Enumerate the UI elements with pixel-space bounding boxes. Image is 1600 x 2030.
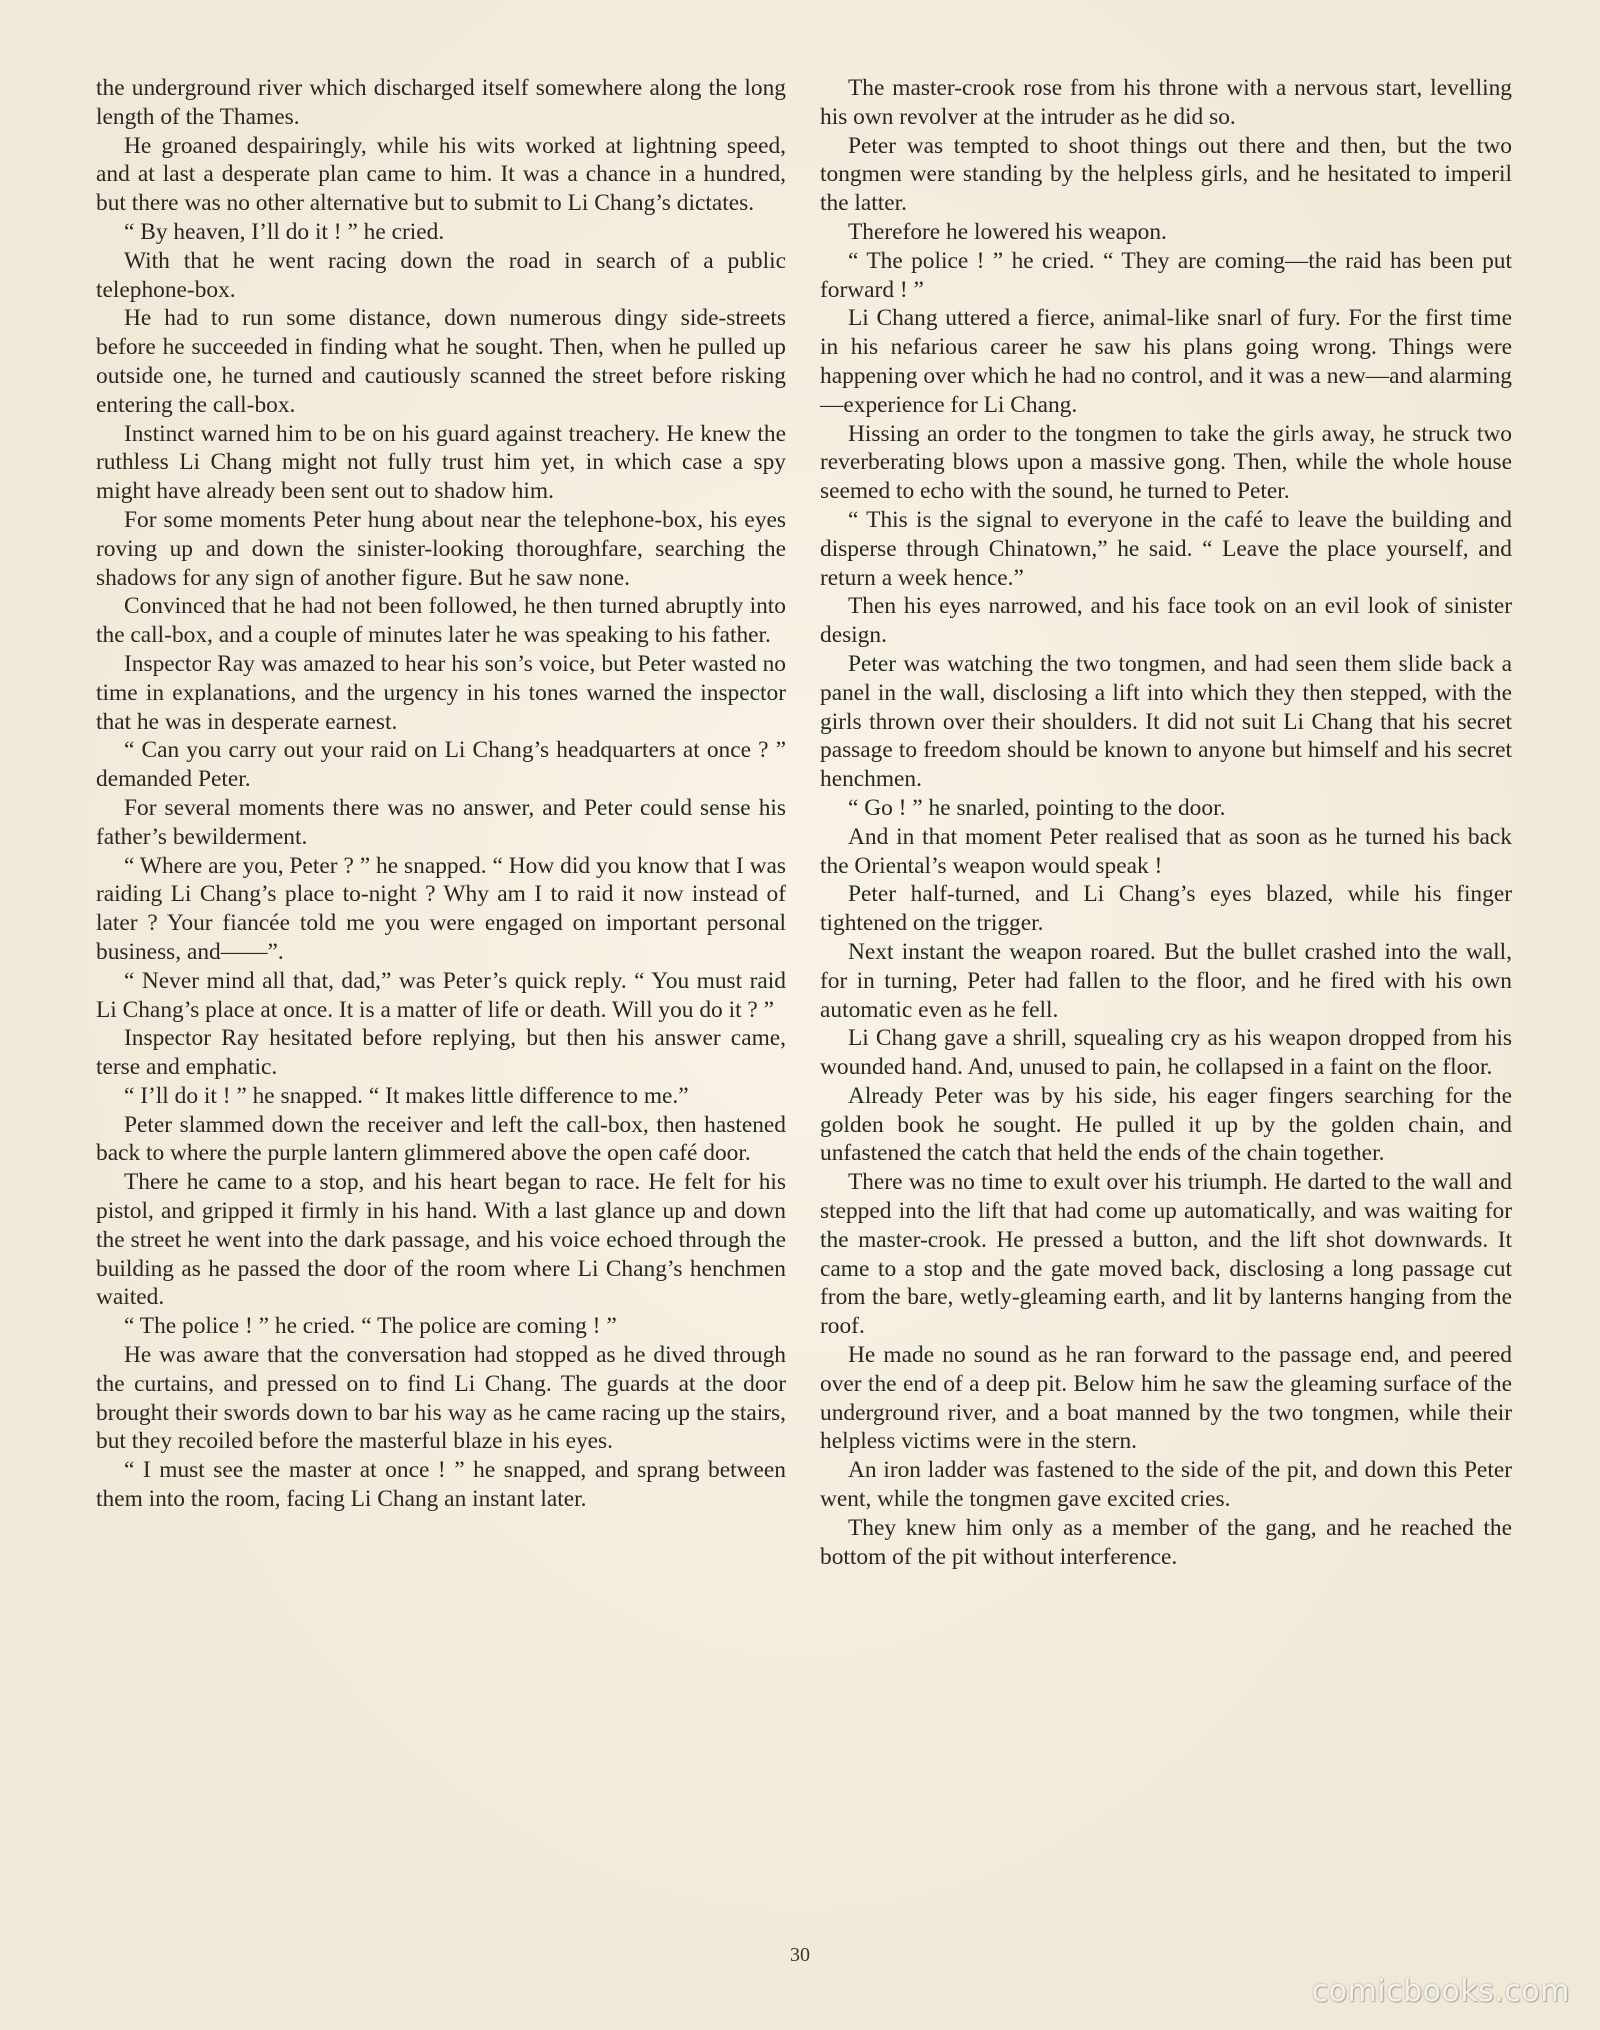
paragraph: The master-crook rose from his throne with a nervous start, levelling his own revolver at the intruder as he did so. xyxy=(820,75,1512,130)
paragraph: He was aware that the conversation had stopped as he dived through the curtains, and pressed on to find Li Chang. The guards at the door brought their swords down to bar his way as he came racing up the stairs, but they recoiled before the masterful blaze in his eyes. xyxy=(96,1342,786,1455)
paragraph: Inspector Ray was amazed to hear his son’s voice, but Peter wasted no time in explanations, and the urgency in his tones warned the inspector that he was in desperate earnest. xyxy=(96,650,786,735)
paragraph: Hissing an order to the tongmen to take the girls away, he struck two reverberating blows upon a massive gong. Then, while the whole house seemed to echo with the sound, he turned to Peter. xyxy=(820,420,1512,505)
left-text-column xyxy=(96,74,786,1514)
right-text-column xyxy=(820,74,1512,1571)
paragraph: He made no sound as he ran forward to the passage end, and peered over the end of a deep pit. Below him he saw the gleaming surface of the underground river, and a boat manned by the two tongmen, while their helpless victims were in the stern. xyxy=(820,1342,1512,1455)
paragraph: “ I must see the master at once ! ” he snapped, and sprang between them into the room, facing Li Chang an instant later. xyxy=(96,1457,786,1513)
paragraph: An iron ladder was fastened to the side of the pit, and down this Peter went, while the tongmen gave excited cries. xyxy=(820,1457,1512,1513)
paragraph: Li Chang uttered a fierce, animal-like snarl of fury. For the first time in his nefarious career he saw his plans going wrong. Things were happening over which he had no control, and it was a new—and alarming—experience for Li Chang. xyxy=(820,305,1512,418)
paragraph: With that he went racing down the road in search of a public telephone-box. xyxy=(96,247,786,303)
paragraph: Li Chang gave a shrill, squealing cry as his weapon dropped from his wounded hand. And, unused to pain, he collapsed in a faint on the floor. xyxy=(820,1025,1512,1081)
paragraph: “ Where are you, Peter ? ” he snapped. “ How did you know that I was raiding Li Chang’s place to-night ? Why am I to raid it now instead of later ? Your fiancée told me you were engaged on important personal business, and——”. xyxy=(96,852,786,965)
paragraph: He had to run some distance, down numerous dingy side-streets before he succeeded in finding what he sought. Then, when he pulled up outside one, he turned and cautiously scanned the street before risking entering the call-box. xyxy=(96,305,786,418)
paragraph: There was no time to exult over his triumph. He darted to the wall and stepped into the lift that had come up automatically, and was waiting for the master-crook. He pressed a button, and the lift shot downwards. It came to a stop and the gate moved back, disclosing a long passage cut from the bare, wetly-gleaming earth, and lit by lanterns hanging from the roof. xyxy=(820,1169,1512,1340)
paragraph: Therefore he lowered his weapon. xyxy=(848,218,1167,245)
paragraph: There he came to a stop, and his heart began to race. He felt for his pistol, and gripped it firmly in his hand. With a last glance up and down the street he went into the dark passage, and his voice echoed through the building as he passed the door of the room where Li Chang’s henchmen waited. xyxy=(96,1169,786,1311)
paragraph: “ Can you carry out your raid on Li Chang’s headquarters at once ? ” demanded Peter. xyxy=(96,737,786,793)
page-number: 30 xyxy=(790,1944,810,1966)
paragraph: “ The police ! ” he cried. “ The police are coming ! ” xyxy=(124,1313,617,1340)
paragraph: For some moments Peter hung about near the telephone-box, his eyes roving up and down the sinister-looking thoroughfare, searching the shadows for any sign of another figure. But he saw none. xyxy=(96,506,786,591)
paragraph: They knew him only as a member of the gang, and he reached the bottom of the pit without interference. xyxy=(820,1514,1512,1570)
paragraph: And in that moment Peter realised that as soon as he turned his back the Oriental’s weapon would speak ! xyxy=(820,823,1512,879)
paragraph: “ Go ! ” he snarled, pointing to the door. xyxy=(848,794,1226,821)
paragraph: “ This is the signal to everyone in the café to leave the building and disperse through Chinatown,” he said. “ Leave the place yourself, and return a week hence.” xyxy=(820,506,1512,591)
paragraph: the underground river which discharged itself somewhere along the long length of the Thames. xyxy=(96,75,786,130)
paragraph: “ The police ! ” he cried. “ They are coming—the raid has been put forward ! ” xyxy=(820,247,1512,303)
paragraph: Peter was tempted to shoot things out there and then, but the two tongmen were standing by the helpless girls, and he hesitated to imperil the latter. xyxy=(820,132,1512,217)
paragraph: Peter slammed down the receiver and left the call-box, then hastened back to where the purple lantern glimmered above the open café door. xyxy=(96,1111,786,1167)
paragraph: Instinct warned him to be on his guard against treachery. He knew the ruthless Li Chang might not fully trust him yet, in which case a spy might have already been sent out to shadow him. xyxy=(96,420,786,505)
paragraph: Convinced that he had not been followed, he then turned abruptly into the call-box, and a couple of minutes later he was speaking to his father. xyxy=(96,593,786,649)
paragraph: “ By heaven, I’ll do it ! ” he cried. xyxy=(124,218,445,245)
paragraph: Inspector Ray hesitated before replying, but then his answer came, terse and emphatic. xyxy=(96,1025,786,1081)
paragraph: “ I’ll do it ! ” he snapped. “ It makes little difference to me.” xyxy=(124,1082,689,1109)
paragraph: Already Peter was by his side, his eager fingers searching for the golden book he sought. He pulled it up by the golden chain, and unfastened the catch that held the ends of the chain together. xyxy=(820,1082,1512,1167)
paragraph: He groaned despairingly, while his wits worked at lightning speed, and at last a desperate plan came to him. It was a chance in a hundred, but there was no other alternative but to submit to Li Chang’s dictates. xyxy=(96,132,786,217)
paragraph: “ Never mind all that, dad,” was Peter’s quick reply. “ You must raid Li Chang’s place at once. It is a matter of life or death. Will you do it ? ” xyxy=(96,967,786,1023)
watermark: comicbooks.com xyxy=(1311,1974,1570,2009)
paragraph: Next instant the weapon roared. But the bullet crashed into the wall, for in turning, Peter had fallen to the floor, and he fired with his own automatic even as he fell. xyxy=(820,938,1512,1023)
paragraph: For several moments there was no answer, and Peter could sense his father’s bewilderment. xyxy=(96,794,786,850)
paragraph: Peter half-turned, and Li Chang’s eyes blazed, while his finger tightened on the trigger. xyxy=(820,881,1512,937)
paragraph: Then his eyes narrowed, and his face took on an evil look of sinister design. xyxy=(820,593,1512,649)
paragraph: Peter was watching the two tongmen, and had seen them slide back a panel in the wall, disclosing a lift into which they then stepped, with the girls thrown over their shoulders. It did not suit Li Chang that his secret passage to freedom should be known to anyone but himself and his secret henchmen. xyxy=(820,650,1512,793)
